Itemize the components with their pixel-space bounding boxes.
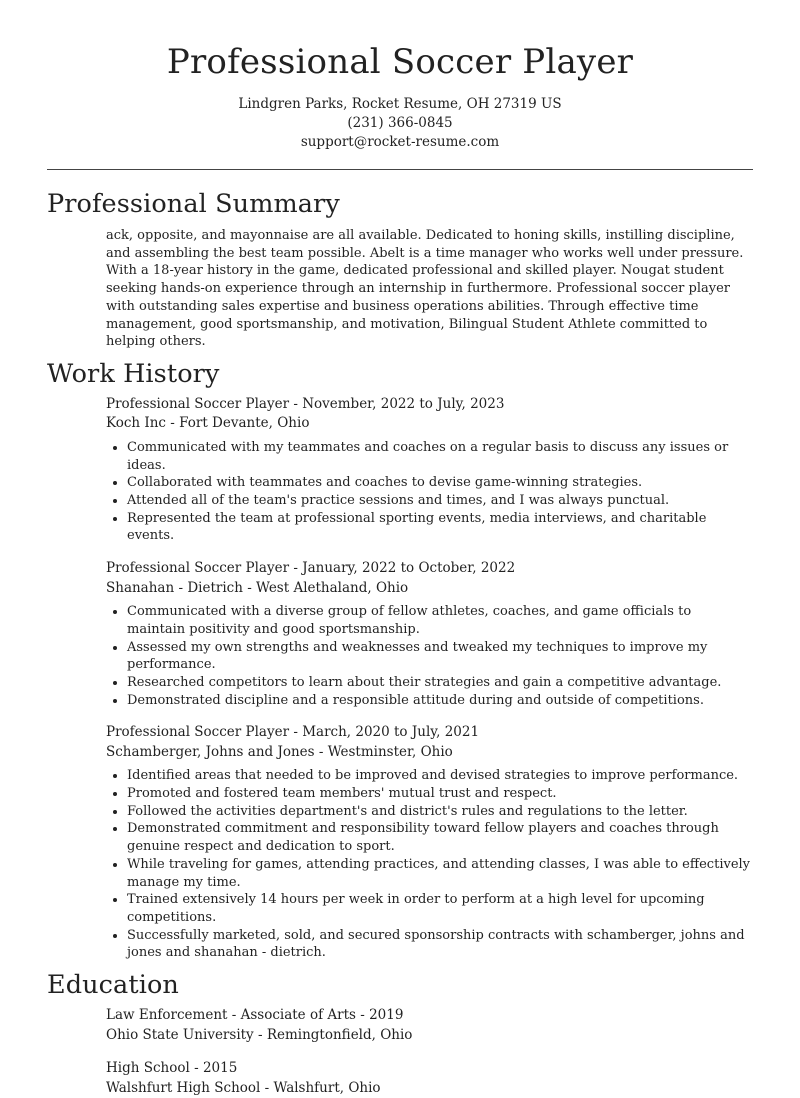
job-bullet: • Identified areas that needed to be improved and devised strategies to improve performance. bbox=[127, 767, 753, 785]
job-bullets bbox=[106, 439, 753, 545]
education-school: Ohio State University - Remingtonfield, Ohio bbox=[106, 1026, 413, 1043]
job-company: Shanahan - Dietrich - West Alethaland, Ohio bbox=[106, 579, 409, 596]
education-degree: High School - 2015 bbox=[106, 1060, 238, 1077]
resume-header bbox=[0, 0, 800, 152]
job-bullets bbox=[106, 767, 753, 962]
job-bullet: • Demonstrated discipline and a responsible attitude during and outside of competitions. bbox=[127, 692, 753, 710]
job-bullet: • Successfully marketed, sold, and secured sponsorship contracts with schamberger, johns and jones and shanahan - dietrich. bbox=[127, 927, 753, 962]
job-bullet: • While traveling for games, attending practices, and attending classes, I was able to effectively manage my time. bbox=[127, 856, 753, 891]
job-bullet: • Collaborated with teammates and coaches to devise game-winning strategies. bbox=[127, 474, 753, 492]
education-school: Walshfurt High School - Walshfurt, Ohio bbox=[106, 1079, 381, 1096]
job-title: Professional Soccer Player - March, 2020 to July, 2021 bbox=[106, 724, 480, 741]
job-bullet: • Communicated with a diverse group of fellow athletes, coaches, and game officials to maintain positivity and good sportsmanship. bbox=[127, 603, 753, 638]
job-bullet: • Followed the activities department's and district's rules and regulations to the letter. bbox=[127, 803, 753, 821]
job-bullet: • Researched competitors to learn about their strategies and gain a competitive advantage. bbox=[127, 674, 753, 692]
contact-info bbox=[0, 95, 800, 152]
resume-name: Professional Soccer Player bbox=[166, 42, 634, 82]
job-bullet: • Represented the team at professional sporting events, media interviews, and charitable events. bbox=[127, 510, 753, 545]
education-entry-1 bbox=[106, 1006, 800, 1045]
contact-address: Lindgren Parks, Rocket Resume, OH 27319 US bbox=[238, 96, 562, 112]
job-company: Schamberger, Johns and Jones - Westminster, Ohio bbox=[106, 743, 453, 760]
contact-phone: (231) 366-0845 bbox=[347, 115, 453, 131]
summary-text: ack, opposite, and mayonnaise are all available. Dedicated to honing skills, instilling discipline, and assembling the best team possible. Abelt is a time manager who works well under pressure. With a 18-year history in the game, dedicated professional and skilled player. Nougat student seeking hands-on experience through an internship in furthermore. Professional soccer player with outstanding sales expertise and business operations abilities. Through effective time management, good sportsmanship, and motivation, Bilingual Student Athlete committed to helping others. bbox=[106, 228, 744, 350]
education-heading: Education bbox=[47, 970, 179, 1001]
education-entry-2 bbox=[106, 1059, 800, 1098]
job-bullet: • Communicated with my teammates and coaches on a regular basis to discuss any issues or ideas. bbox=[127, 439, 753, 474]
contact-email: support@rocket-resume.com bbox=[300, 134, 500, 150]
job-bullet: • Promoted and fostered team members' mutual trust and respect. bbox=[127, 785, 753, 803]
job-bullet: • Demonstrated commitment and responsibility toward fellow players and coaches through genuine respect and dedication to sport. bbox=[127, 820, 753, 855]
job-bullets bbox=[106, 603, 753, 709]
summary-heading: Professional Summary bbox=[47, 189, 340, 219]
job-title: Professional Soccer Player - November, 2022 to July, 2023 bbox=[106, 395, 505, 412]
job-company: Koch Inc - Fort Devante, Ohio bbox=[106, 415, 310, 432]
job-bullet: • Trained extensively 14 hours per week in order to perform at a high level for upcoming competitions. bbox=[127, 891, 753, 926]
job-bullet: • Attended all of the team's practice sessions and times, and I was always punctual. bbox=[127, 492, 753, 510]
job-entry-2 bbox=[106, 559, 753, 709]
job-bullet: • Assessed my own strengths and weaknesses and tweaked my techniques to improve my performance. bbox=[127, 639, 753, 674]
header-divider bbox=[47, 169, 753, 170]
job-entry-1 bbox=[106, 395, 753, 545]
education-degree: Law Enforcement - Associate of Arts - 2019 bbox=[106, 1007, 404, 1024]
job-entry-3 bbox=[106, 723, 753, 962]
job-title: Professional Soccer Player - January, 2022 to October, 2022 bbox=[106, 560, 516, 577]
work-history-heading: Work History bbox=[47, 358, 220, 389]
